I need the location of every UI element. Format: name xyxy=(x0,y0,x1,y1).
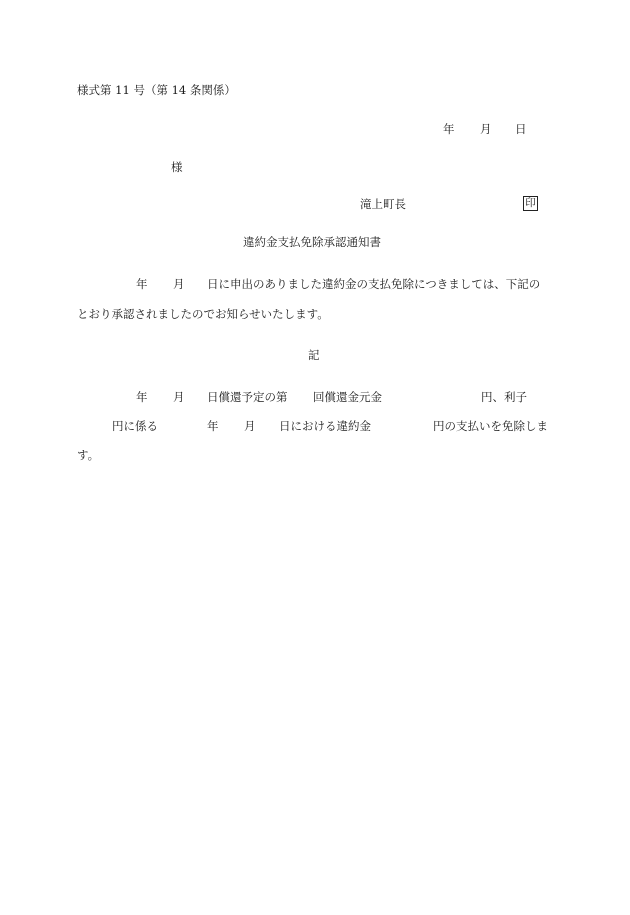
detail-line-3: す。 xyxy=(77,448,100,462)
body-month-label: 月 xyxy=(173,277,185,291)
seal-mark: 印 xyxy=(523,196,538,211)
addressee-suffix: 様 xyxy=(171,160,183,174)
body-line-1: 日に申出のありました違約金の支払免除につきましては、下記の xyxy=(207,277,541,291)
issuer-name: 滝上町長 xyxy=(360,197,406,211)
detail-due-text: 日償還予定の第 xyxy=(207,390,288,404)
detail-year-label: 年 xyxy=(136,390,148,404)
detail-penalty-text: 日における違約金 xyxy=(279,419,371,433)
date-month-label: 月 xyxy=(480,122,492,136)
detail-principal-text: 回償還金元金 xyxy=(313,390,382,404)
form-number: 様式第 11 号（第 14 条関係） xyxy=(77,83,236,97)
date-year-label: 年 xyxy=(443,122,455,136)
body-line-2: とおり承認されましたのでお知らせいたします。 xyxy=(77,307,329,321)
detail-related-text: 円に係る xyxy=(112,419,158,433)
detail-month-label-2: 月 xyxy=(244,419,256,433)
detail-year-label-2: 年 xyxy=(207,419,219,433)
ki-heading: 記 xyxy=(308,348,320,362)
detail-interest-text: 円、利子 xyxy=(481,390,527,404)
document-title: 違約金支払免除承認通知書 xyxy=(243,235,381,249)
detail-exemption-text: 円の支払いを免除しま xyxy=(433,419,548,433)
date-day-label: 日 xyxy=(515,122,527,136)
detail-month-label: 月 xyxy=(173,390,185,404)
body-year-label: 年 xyxy=(136,277,148,291)
